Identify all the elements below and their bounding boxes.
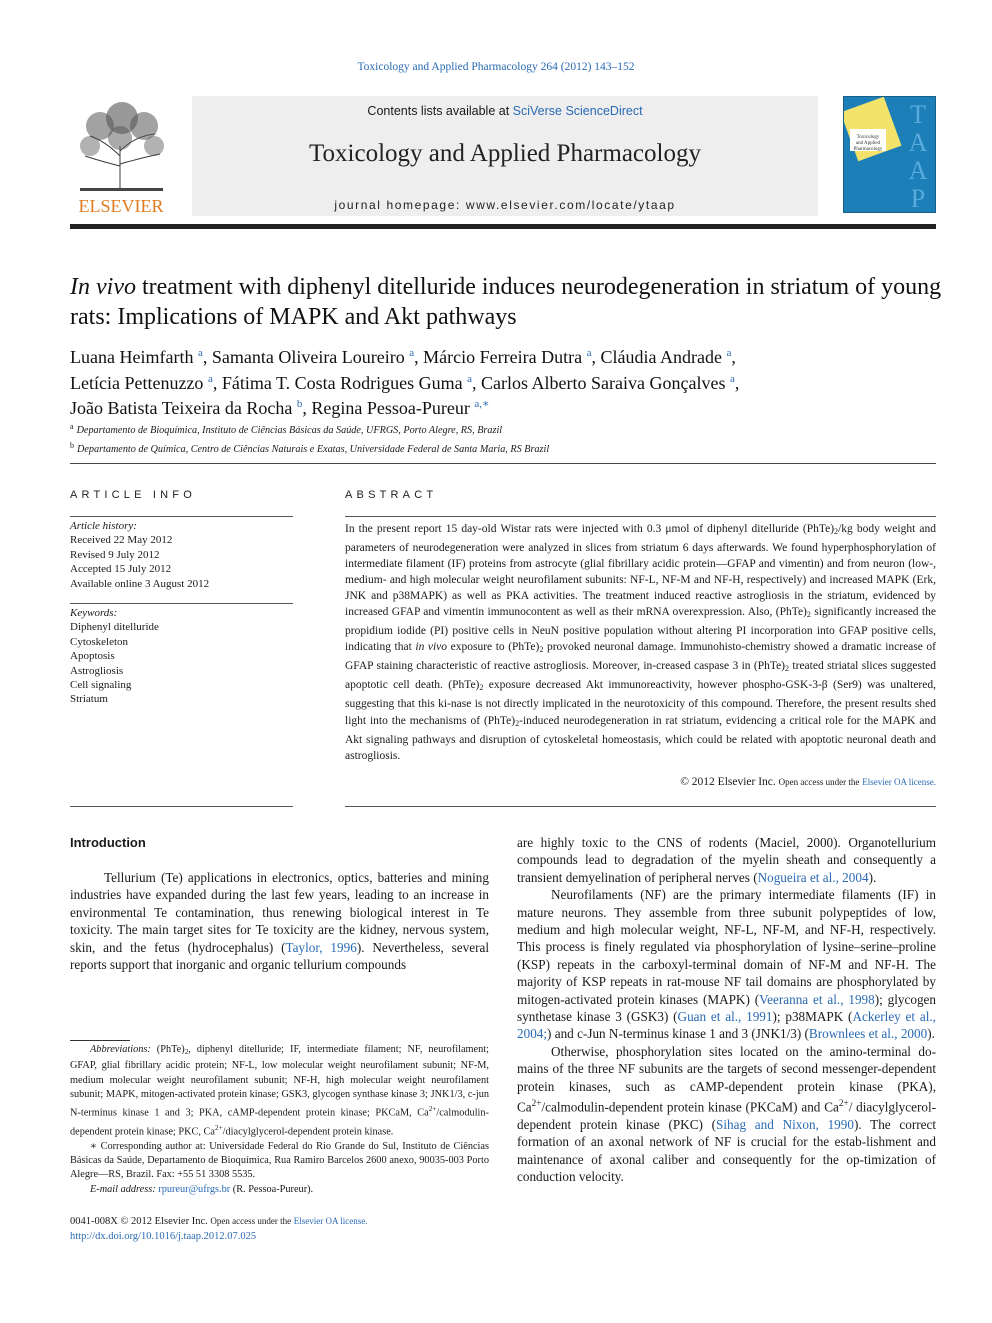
oa-license-link[interactable]: Elsevier OA license.	[862, 777, 936, 787]
author-affiliation-mark[interactable]: a	[207, 372, 213, 385]
contents-prefix: Contents lists available at	[367, 104, 513, 118]
paragraph: are highly toxic to the CNS of rodents (Maciel, 2000). Organotellurium compounds lead to degradation of the myelin sheath and consequently a transient demyelination of peripheral nerves (Nogueira et al., 2004).	[517, 835, 936, 885]
title-divider	[70, 463, 936, 464]
citation-link[interactable]: Sihag and Nixon, 1990	[716, 1116, 854, 1132]
affiliation-mark: b	[70, 441, 74, 450]
title-italic: In vivo	[70, 274, 136, 300]
elsevier-wordmark: ELSEVIER	[78, 196, 164, 216]
author-name[interactable]: Regina Pessoa-Pureur	[311, 398, 475, 418]
citation-link[interactable]: Taylor, 1996	[285, 939, 357, 955]
author-separator: ,	[731, 347, 736, 367]
introduction-heading: Introduction	[70, 835, 146, 850]
author-affiliation-mark[interactable]: a	[467, 372, 473, 385]
history-received: Received 22 May 2012	[70, 534, 173, 547]
citation-link[interactable]: Brownlees et al., 2000	[808, 1026, 928, 1042]
author-name[interactable]: Letícia Pettenuzzo	[70, 372, 208, 393]
footer-license-link[interactable]: Elsevier OA license.	[293, 1216, 368, 1226]
citation-link[interactable]: Guan et al., 1991	[677, 1009, 773, 1025]
author-affiliation-mark[interactable]: b	[296, 398, 303, 410]
issn-text: 0041-008X © 2012 Elsevier Inc.	[70, 1216, 208, 1227]
affiliation-item	[70, 438, 940, 457]
abstract-text: In the present report 15 day-old Wistar rats were injected with 0.3 μmol of diphenyl ditelluride $(PhTe)_2/kg$ body weight and parameters of neurodegeneration were analyzed in slices from striatum 6 days afterwards. We found hyperphosphorylation of intermediate filament (IF) proteins from astrocyte (glial fibrillary acidic protein—GFAP and vimentin) and from neuron (low-, medium- and high molecular weight neurofilament subunits: NF-L, NF-M and NF-H, respectively) and increased MAPK (Erk, JNK and p38MAPK) as well as PKA activities. The treatment induced reactive astrogliosis in the striatum, evidenced by increased GFAP and vimentin immunocontent as well as their mRNA overexpression. Also, $(PhTe)_2$ significantly increased the propidium iodide (PI) positive cells in NeuN positive population without altering PI incorporation into GFAP positive cells, indicating that in vivo exposure to $(PhTe)_2$ provoked neuronal damage. Immunohisto-chemistry showed a dramatic increase of GFAP staining characteristic of reactive astrogliosis. Moreover, in-creased caspase 3 in $(PhTe)_2$ treated striatal slices suggested apoptotic cell death. $(PhTe)_2$ exposure decreased Akt immunoreactivity, however phospho-GSK-3-β (Ser9) was unaltered, suggesting that this ki-nase is not directly implicated in the neurotoxicity of this compound. Therefore, the present results shed light into the mechanisms of $(PhTe)_2$-induced neurodegeneration in rat striatum, evidencing a critical role for the MAPK and Akt signaling pathways and disruption of cytoskeletal homeostasis, which could be related with apoptotic neuronal death and astrogliosis.	[345, 523, 937, 762]
svg-text:T: T	[910, 100, 926, 129]
sciencedirect-link[interactable]: SciVerse ScienceDirect	[512, 104, 643, 118]
copyright-text: © 2012 Elsevier Inc.	[680, 776, 776, 788]
keyword-item: Cell signaling	[70, 679, 132, 692]
history-accepted: Accepted 15 July 2012	[70, 563, 172, 576]
keyword-item: Diphenyl ditelluride	[70, 621, 159, 634]
divider	[70, 806, 293, 807]
footnotes	[70, 1043, 489, 1197]
divider	[345, 516, 936, 517]
email-footnote: E-mail address: rpureur@ufrgs.br (R. Pessoa-Pureur).	[90, 1183, 314, 1195]
citation-link[interactable]: Nogueira et al., 2004	[757, 869, 869, 885]
paragraph: Otherwise, phosphorylation sites located on the amino-terminal do-mains of the three NF subunits are the targets of second messenger-dependent protein kinases, such as cAMP-dependent protein kinase (PKA), $Ca^{2+}/calmodulin$-dependent protein kinase (PKCaM) and $Ca^{2+}/$ diacylglycerol-dependent protein kinase (PKC) (Sihag and Nixon, 1990). The correct formation of an axonal network of NF is crucial for the estab-lishment and maintenance of axonal caliber and consequently for the op-timization of conduction velocity.	[517, 1043, 936, 1185]
author-separator: ,	[734, 372, 740, 393]
divider	[70, 603, 293, 604]
citation-link[interactable]: Ackerley et al., 2004;	[517, 1009, 936, 1042]
journal-title: Toxicology and Applied Pharmacology	[309, 140, 701, 167]
author-separator: ,	[414, 347, 424, 367]
article-info-heading: ARTICLE INFO	[70, 489, 196, 501]
history-revised: Revised 9 July 2012	[70, 548, 160, 561]
svg-text:A: A	[908, 128, 928, 157]
affiliation-text: Departamento de Bioquímica, Instituto de Ciências Básicas da Saúde, UFRGS, Porto Alegre, RS, Brazil	[76, 425, 503, 436]
journal-reference[interactable]: Toxicology and Applied Pharmacology 264 (2012) 143–152	[357, 61, 635, 73]
corresponding-author-footnote: ∗ Corresponding author at: Universidade Federal do Rio Grande do Sul, Instituto de Ciências Básicas da Saúde, Departamento de Bioquímica, Rua Ramiro Barcelos 2600 anexo, 90035-003 Porto Alegre—RS, Brazil. Fax: +55 51 3308 5535.	[70, 1140, 489, 1181]
citation-link[interactable]: Veeranna et al., 1998	[759, 991, 875, 1007]
paragraph: Neurofilaments (NF) are the primary intermediate filaments (IF) in mature neurons. They assemble from three subunit polypeptides of low, medium and high molecular weight, NF-L, NF-M, and NF-H, respectively. This process is finely regulated via phosphorylation of lysine–serine–proline (KSP) repeats in the carboxyl-terminal domain of NF-M and NF-H. The majority of KSP repeats in rat-mouse NF tail domains are phosphorylated by mitogen-activated protein kinases (MAPK) (Veeranna et al., 1998); glycogen synthetase kinase 3 (GSK3) (Guan et al., 1991); p38MAPK (Ackerley et al., 2004;) and c-Jun N-terminus kinase 1 and 3 (JNK1/3) (Brownlees et al., 2000).	[517, 887, 936, 1042]
divider	[70, 516, 293, 517]
author-affiliation-mark[interactable]: a	[586, 347, 592, 359]
svg-text:Toxicology: Toxicology	[856, 135, 880, 140]
abstract-copyright	[345, 776, 936, 788]
header-divider	[70, 224, 936, 229]
page-footer	[70, 1214, 570, 1245]
svg-text:and Applied: and Applied	[855, 141, 881, 146]
footnote-divider	[70, 1040, 130, 1041]
keyword-item: Astrogliosis	[70, 664, 124, 677]
doi-link[interactable]: http://dx.doi.org/10.1016/j.taap.2012.07.025	[70, 1230, 257, 1242]
author-affiliation-mark[interactable]: a,∗	[474, 398, 490, 410]
keyword-item: Apoptosis	[70, 650, 115, 663]
author-name[interactable]: Fátima T. Costa Rodrigues Guma	[221, 372, 468, 393]
history-label: Article history:	[70, 520, 137, 532]
journal-cover-image[interactable]	[843, 96, 936, 213]
contents-line	[192, 104, 818, 118]
keywords	[70, 606, 293, 707]
affiliation-item	[70, 419, 940, 438]
history-online: Available online 3 August 2012	[70, 577, 210, 590]
divider	[345, 806, 936, 807]
svg-text:P: P	[910, 184, 926, 213]
svg-text:A: A	[908, 156, 928, 185]
journal-homepage[interactable]: journal homepage: www.elsevier.com/locate/ytaap	[334, 198, 676, 212]
author-list	[70, 343, 940, 420]
author-name[interactable]: João Batista Teixeira da Rocha	[70, 398, 297, 418]
author-name[interactable]: Luana Heimfarth	[70, 347, 198, 367]
affiliation-text: Departamento de Química, Centro de Ciências Naturais e Exatas, Universidade Federal de Santa Maria, RS Brazil	[77, 444, 550, 455]
title-text: treatment with diphenyl ditelluride induces neurodegeneration in striatum of young rats: Implications of MAPK and Akt pathways	[70, 274, 942, 330]
author-name[interactable]: Márcio Ferreira Dutra	[423, 347, 587, 367]
elsevier-logo	[70, 96, 173, 216]
author-separator: ,	[302, 398, 312, 418]
author-name[interactable]: Cláudia Andrade	[600, 347, 727, 367]
author-separator: ,	[472, 372, 482, 393]
keywords-label: Keywords:	[70, 607, 118, 619]
author-affiliation-mark[interactable]: a	[729, 372, 735, 385]
author-separator: ,	[212, 372, 222, 393]
author-affiliation-mark[interactable]: a	[197, 347, 203, 359]
author-name[interactable]: Samanta Oliveira Loureiro	[211, 347, 410, 367]
article-history	[70, 519, 293, 591]
body-column-right	[517, 834, 936, 1186]
open-access-text: Open access under the	[778, 777, 860, 787]
cover-art	[844, 97, 936, 213]
article-title	[70, 272, 950, 332]
author-separator: ,	[202, 347, 212, 367]
svg-text:Pharmacology: Pharmacology	[853, 147, 883, 152]
author-affiliation-mark[interactable]: a	[726, 347, 732, 359]
footer-open-access: Open access under the	[210, 1216, 292, 1226]
author-email-link[interactable]: rpureur@ufrgs.br	[158, 1183, 231, 1195]
paragraph: Tellurium (Te) applications in electronics, optics, batteries and mining industries have expanded during the last few years, leading to an increase in environmental Te contamination, thus renewing biological interest in Te toxicity. The main target sites for Te toxicity are the kidney, nervous system, skin, and the fetus (hydrocephalus) (Taylor, 1996). Nevertheless, several reports support that inorganic and organic tellurium compounds	[70, 870, 490, 973]
body-column-left	[70, 869, 489, 973]
author-separator: ,	[591, 347, 601, 367]
abbreviations-footnote: Abbreviations: $(PhTe)_2$, diphenyl ditelluride; IF, intermediate filament; NF, neurofilament; GFAP, glial fibrillary acidic protein; NF-L, low molecular weight neurofilament subunit; NF-M, medium molecular weight neurofilament subunit; NF-H, high molecular weight neurofilament subunit; MAPK, mitogen-activated protein kinase; GSK3, glycogen synthase kinase 3; JNK1/3, c-jun N-terminus kinase 1 and 3; PKA, cAMP-dependent protein kinase; PKCaM, $Ca^{2+}/calmodulin$-dependent protein kinase; PKC, $Ca^{2+}/diacylglycerol$-dependent protein kinase.	[70, 1044, 489, 1138]
keyword-item: Cytoskeleton	[70, 635, 129, 648]
affiliation-mark: a	[70, 422, 74, 431]
author-name[interactable]: Carlos Alberto Saraiva Gonçalves	[481, 372, 730, 393]
affiliations	[70, 419, 940, 457]
elsevier-tree-icon	[70, 96, 173, 216]
keyword-item: Striatum	[70, 693, 108, 706]
author-affiliation-mark[interactable]: a	[409, 347, 415, 359]
abstract-heading: ABSTRACT	[345, 489, 438, 501]
